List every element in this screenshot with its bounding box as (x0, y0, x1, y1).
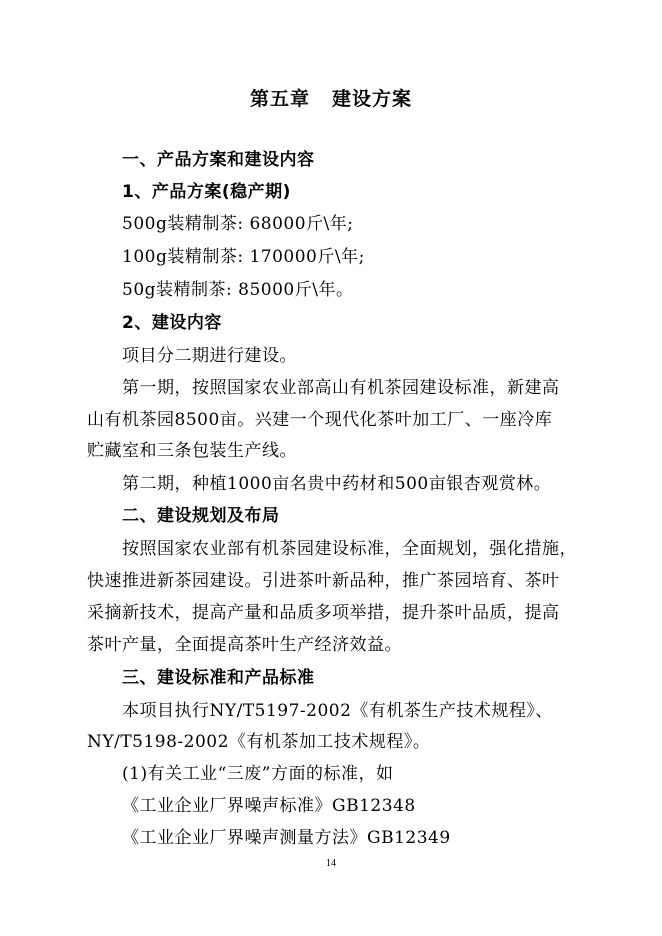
product-line-50g: 50g装精制茶: 85000斤\年。 (122, 280, 354, 300)
standards-item-1: (1)有关工业“三废”方面的标准，如 (122, 764, 394, 784)
paragraph-standards-line2: NY/T5198-2002《有机茶加工技术规程》。 (87, 732, 431, 752)
paragraph-phase1-line2: 山有机茶园8500亩。兴建一个现代化茶叶加工厂、一座冷库 (87, 410, 553, 430)
paragraph-plan-line2: 快速推进新茶园建设。引进茶叶新品种，推广茶园培育、茶叶 (87, 571, 560, 591)
paragraph-standards-line1: 本项目执行NY/T5197-2002《有机茶生产技术规程》、 (122, 701, 553, 721)
paragraph-phase2: 第二期，种植1000亩名贵中药材和500亩银杏观赏林。 (122, 474, 552, 494)
paragraph-phase1-line3: 贮藏室和三条包装生产线。 (87, 441, 297, 461)
paragraph-plan-line3: 采摘新技术，提高产量和品质多项举措，提升茶叶品质，提高 (87, 603, 560, 623)
standard-noise-gb12349: 《工业企业厂界噪声测量方法》GB12349 (122, 828, 451, 848)
section-heading-products: 一、产品方案和建设内容 (122, 150, 315, 170)
paragraph-phases: 项目分二期进行建设。 (122, 346, 297, 366)
paragraph-plan-line4: 茶叶产量，全面提高茶叶生产经济效益。 (87, 635, 402, 655)
subheading-construction-content: 2、建设内容 (122, 313, 222, 333)
standard-noise-gb12348: 《工业企业厂界噪声标准》GB12348 (122, 796, 416, 816)
product-line-500g: 500g装精制茶: 68000斤\年; (122, 214, 354, 234)
chapter-title (0, 84, 662, 111)
section-heading-planning: 二、建设规划及布局 (122, 506, 280, 526)
section-heading-standards: 三、建设标准和产品标准 (122, 668, 315, 688)
subheading-product-plan: 1、产品方案(稳产期) (122, 182, 291, 202)
paragraph-phase1-line1: 第一期，按照国家农业部高山有机茶园建设标准，新建高 (122, 378, 560, 398)
page-number: 14 (326, 858, 336, 869)
chapter-name: 建设方案 (332, 88, 413, 110)
product-line-100g: 100g装精制茶: 170000斤\年; (122, 247, 365, 267)
chapter-label: 第五章 (249, 88, 310, 110)
paragraph-plan-line1: 按照国家农业部有机茶园建设标准，全面规划，强化措施， (122, 539, 577, 559)
